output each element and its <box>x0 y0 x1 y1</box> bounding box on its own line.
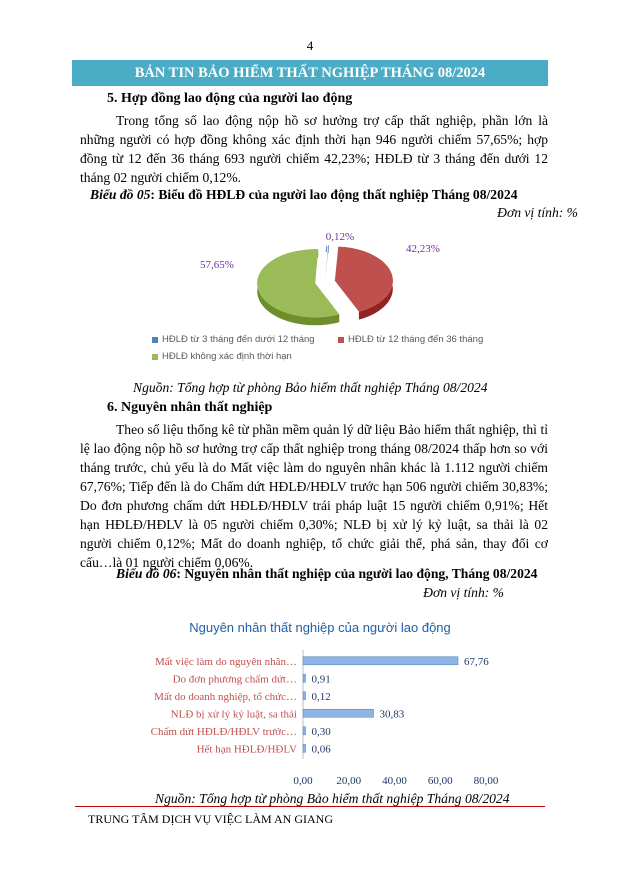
chart-05-pie <box>150 222 530 372</box>
chart-06-unit: Đơn vị tính: % <box>423 585 504 600</box>
chart-05-source: Nguồn: Tổng hợp từ phòng Bảo hiểm thất nghiệp Tháng 08/2024 <box>133 380 488 395</box>
x-tick-label: 80,00 <box>473 775 499 787</box>
chart-06-caption-text: : Nguyên nhân thất nghiệp của người lao động, Tháng 08/2024 <box>176 566 538 581</box>
bar-value-label: 67,76 <box>464 655 489 668</box>
section-6-paragraph <box>80 420 548 572</box>
x-tick-label: 40,00 <box>382 775 407 787</box>
bar-category-label: Mất việc làm do nguyên nhân… <box>154 655 297 668</box>
chart-06-caption <box>116 566 537 582</box>
bar <box>303 692 306 700</box>
bar <box>303 674 306 682</box>
page-number: 4 <box>306 38 314 53</box>
chart-05-caption-prefix: Biểu đồ 05 <box>90 187 151 202</box>
bar <box>303 727 306 735</box>
chart-05-unit: Đơn vị tính: % <box>497 205 578 220</box>
chart-05-caption-text: : Biểu đồ HĐLĐ của người lao động thất nghiệp Tháng 08/2024 <box>150 187 518 202</box>
bar-value-label: 30,83 <box>379 708 405 721</box>
legend-label-3-12: HĐLĐ từ 3 tháng đến dưới 12 tháng <box>162 334 315 345</box>
pie-label-2: 57,65% <box>200 259 234 271</box>
legend-item-indefinite <box>152 351 292 362</box>
footer-rule <box>75 806 545 807</box>
bar-value-label: 0,06 <box>311 743 331 756</box>
legend-swatch-red <box>338 337 344 343</box>
legend-label-12-36: HĐLĐ từ 12 tháng đến 36 tháng <box>348 334 484 345</box>
section-5-paragraph <box>80 111 548 187</box>
section-6-heading: 6. Nguyên nhân thất nghiệp <box>107 400 273 415</box>
bar-category-label: Do đơn phương chấm dứt… <box>172 673 297 686</box>
pie-label-1: 42,23% <box>406 243 440 255</box>
pie-slice-0 <box>325 245 328 279</box>
legend-item-12-36 <box>338 334 483 345</box>
bar-category-label: NLĐ bị xử lý kỷ luật, sa thải <box>170 708 297 721</box>
bar <box>303 744 306 752</box>
chart-05-caption <box>90 187 518 203</box>
bar <box>303 709 374 717</box>
legend-swatch-blue <box>152 337 158 343</box>
pie-label-0: 0,12% <box>325 231 355 243</box>
bar <box>303 657 458 665</box>
bar-category-label: Mất do doanh nghiệp, tổ chức… <box>154 690 297 703</box>
section-5-text: Trong tổng số lao động nộp hồ sơ hưởng trợ cấp thất nghiệp, phần lớn là những người có hợp đồng không xác định thời hạn 946 người chiếm 57,65%; hợp đồng từ 12 đến 36 tháng 693 người chiếm 42,23%; HĐLĐ từ 3 tháng đến dưới 12 tháng 02 người chiếm 0,12%. <box>80 113 548 185</box>
legend-label-indefinite: HĐLĐ không xác định thời hạn <box>162 351 292 362</box>
chart-06-bar <box>100 608 540 788</box>
bar-category-label: Chấm dứt HĐLĐ/HĐLV trước… <box>150 725 297 738</box>
bar-value-label: 0,91 <box>311 673 331 686</box>
legend-swatch-green <box>152 354 158 360</box>
section-6-text: Theo số liệu thống kê từ phần mềm quản lý dữ liệu Bảo hiểm thất nghiệp, thì tỉ lệ lao động nộp hồ sơ hưởng trợ cấp thất nghiệp trong tháng 08/2024 thấp hơn so với tháng trước, chủ yếu là do Mất việc làm do nguyên nhân khác là 1.112 người chiếm 67,76%; Tiếp đến là do Chấm dứt HĐLĐ/HĐLV trước hạn 506 người chiếm 30,83%; Do đơn phương chấm dứt HĐLĐ/HĐLV trái pháp luật 15 người chiếm 0,91%; Hết hạn HĐLĐ/HĐLV là 05 người chiếm 0,30%; NLĐ bị xử lý kỷ luật, sa thải là 02 người chiếm 0,12%; Mất do doanh nghiệp, tổ chức giải thể, phá sản, thay đổi cơ cấu…là 01 người chiếm 0,06%. <box>80 422 548 570</box>
chart-06-source: Nguồn: Tổng hợp từ phòng Bảo hiểm thất nghiệp Tháng 08/2024 <box>155 791 510 806</box>
chart-06-caption-prefix: Biểu đồ 06 <box>116 566 177 581</box>
x-tick-label: 60,00 <box>427 775 453 787</box>
bar-value-label: 0,30 <box>311 725 331 738</box>
pie-leader-line <box>326 246 327 252</box>
bar-value-label: 0,12 <box>311 690 331 703</box>
chart-06-title: Nguyên nhân thất nghiệp của người lao động <box>189 620 451 635</box>
legend-item-3-12 <box>152 334 315 345</box>
bar-category-label: Hết hạn HĐLĐ/HĐLV <box>196 743 297 756</box>
section-5-heading: 5. Hợp đồng lao động của người lao động <box>107 91 353 106</box>
x-tick-label: 0,00 <box>293 775 313 787</box>
x-tick-label: 20,00 <box>336 775 362 787</box>
footer-text: TRUNG TÂM DỊCH VỤ VIỆC LÀM AN GIANG <box>88 812 334 826</box>
bulletin-banner: BẢN TIN BẢO HIỂM THẤT NGHIỆP THÁNG 08/2024 <box>72 60 548 86</box>
